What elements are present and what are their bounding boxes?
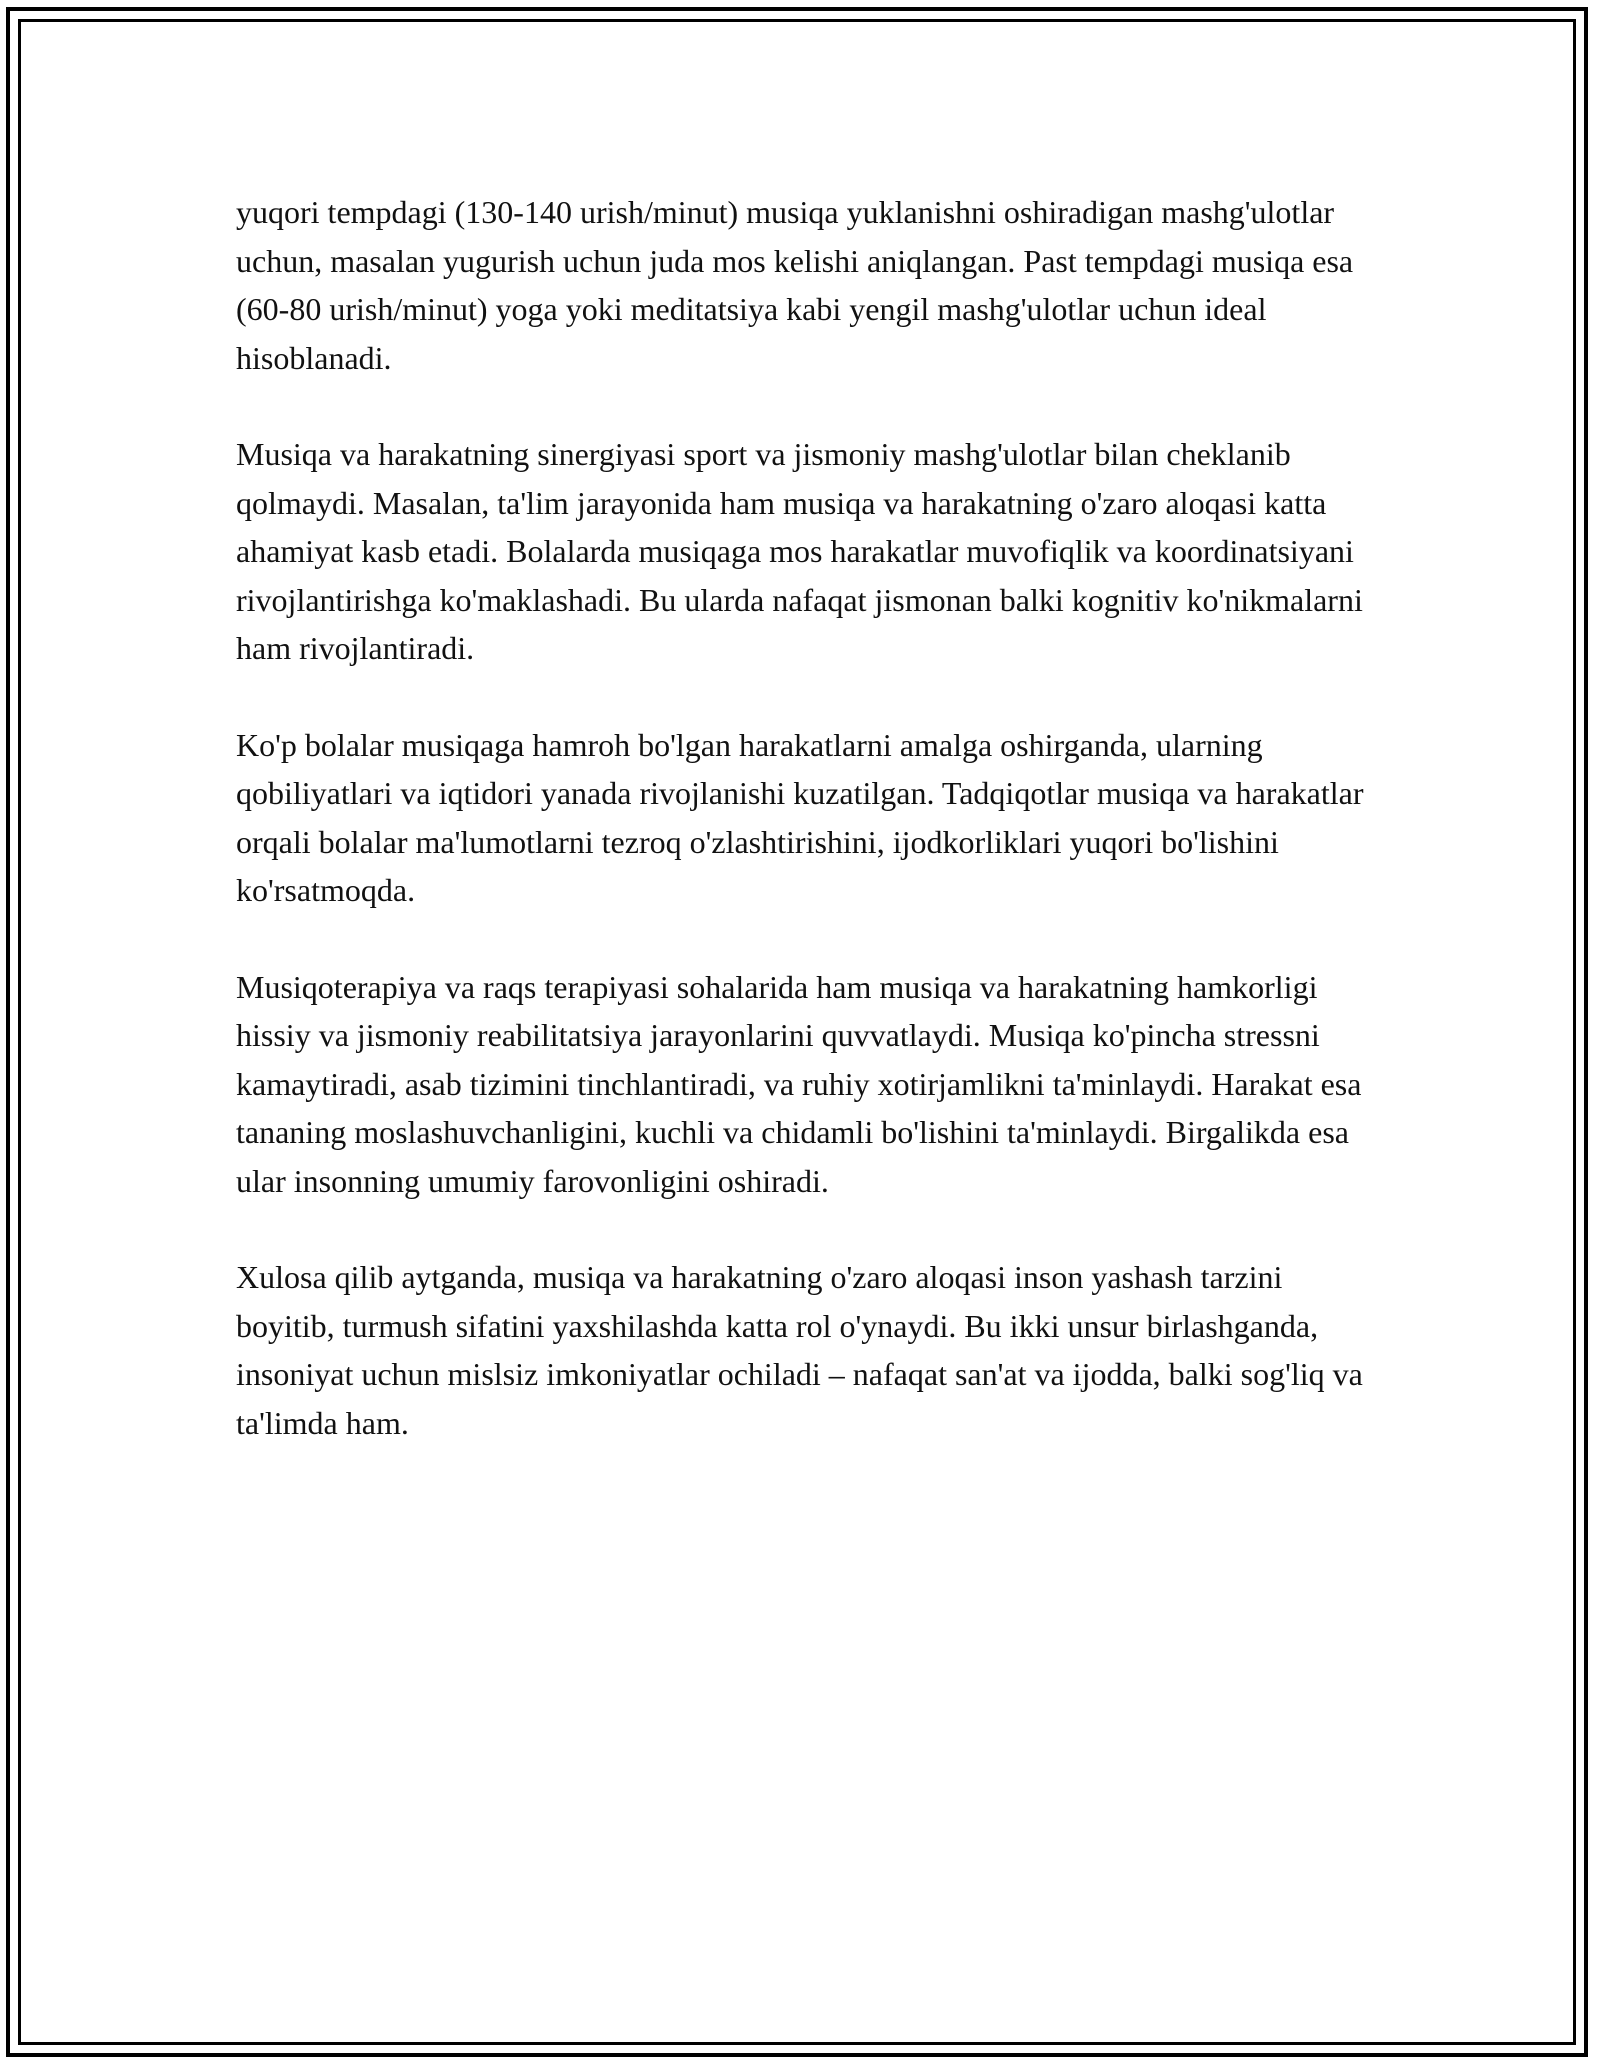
paragraph-5: Xulosa qilib aytganda, musiqa va harakatning o'zaro aloqasi inson yashash tarzini boyitib, turmush sifatini yaxshilashda katta rol o'ynaydi. Bu ikki unsur birlashganda, insoniyat uchun mislsiz imkoniyatlar ochiladi – nafaqat san'at va ijodda, balki sog'liq va ta'limda ham.	[236, 1259, 1363, 1441]
paragraph-1: yuqori tempdagi (130-140 urish/minut) musiqa yuklanishni oshiradigan mashg'ulotlar uchun, masalan yugurish uchun juda mos kelishi aniqlangan. Past tempdagi musiqa esa (60-80 urish/minut) yoga yoki meditatsiya kabi yengil mashg'ulotlar uchun ideal hisoblanadi.	[236, 194, 1354, 376]
document-body	[236, 188, 1366, 1495]
paragraph-3: Ko'p bolalar musiqaga hamroh bo'lgan harakatlarni amalga oshirganda, ularning qobiliyatlari va iqtidori yanada rivojlanishi kuzatilgan. Tadqiqotlar musiqa va harakatlar orqali bolalar ma'lumotlarni tezroq o'zlashtirishini, ijodkorliklari yuqori bo'lishini ko'rsatmoqda.	[236, 726, 1364, 908]
paragraph-4: Musiqoterapiya va raqs terapiyasi sohalarida ham musiqa va harakatning hamkorligi hissiy va jismoniy reabilitatsiya jarayonlarini quvvatlaydi. Musiqa ko'pincha stressni kamaytiradi, asab tizimini tinchlantiradi, va ruhiy xotirjamlikni ta'minlaydi. Harakat esa tananing moslashuvchanligini, kuchli va chidamli bo'lishini ta'minlaydi. Birgalikda esa ular insonning umumiy farovonligini oshiradi.	[236, 968, 1362, 1199]
paragraph-2: Musiqa va harakatning sinergiyasi sport va jismoniy mashg'ulotlar bilan cheklanib qolmaydi. Masalan, ta'lim jarayonida ham musiqa va harakatning o'zaro aloqasi katta ahamiyat kasb etadi. Bolalarda musiqaga mos harakatlar muvofiqlik va koordinatsiyani rivojlantirishga ko'maklashadi. Bu ularda nafaqat jismonan balki kognitiv ko'nikmalarni ham rivojlantiradi.	[236, 436, 1363, 666]
